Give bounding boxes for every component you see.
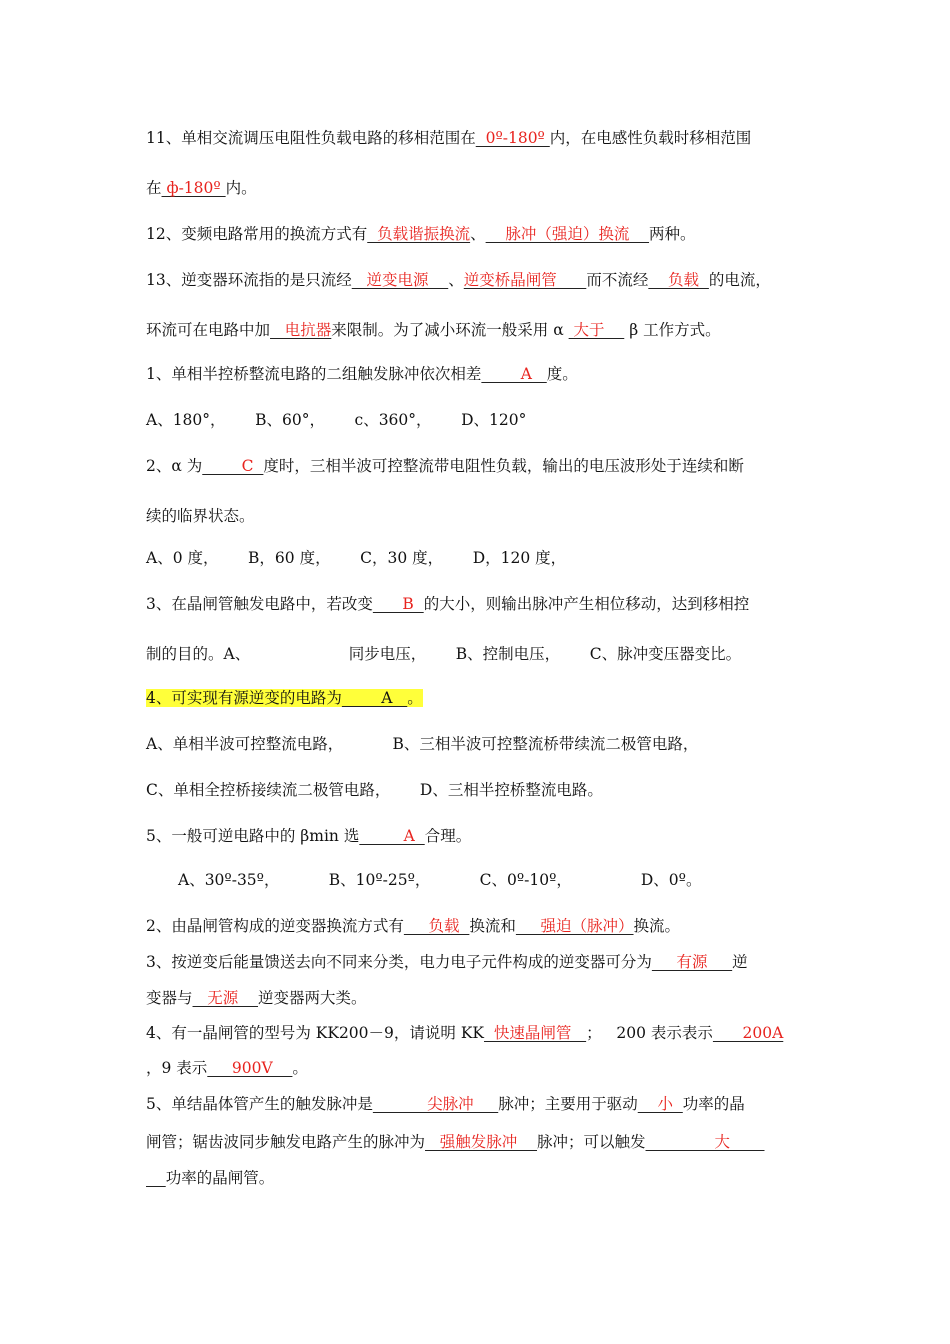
text-segment: 2、α 为 xyxy=(146,457,203,475)
text-line xyxy=(146,780,603,800)
text-segment: 3、在晶闸管触发电路中，若改变 xyxy=(146,595,373,613)
text-line xyxy=(146,270,771,290)
text-segment: 5、一般可逆电路中的 βmin 选 xyxy=(146,827,360,845)
highlighted-text xyxy=(146,689,423,707)
answer-blank: 负载谐振换流 xyxy=(367,225,471,243)
text-segment: 11、单相交流调压电阻性负载电路的移相范围在 xyxy=(146,129,476,147)
text-segment: 功率的晶 xyxy=(682,1095,745,1113)
text-line xyxy=(146,320,721,340)
answer-blank: 负载 xyxy=(648,271,709,289)
text-segment: 度时，三相半波可控整流带电阻性负载，输出的电压波形处于连续和断 xyxy=(263,457,744,475)
text-segment: 脉冲；可以触发 xyxy=(537,1133,646,1151)
text-segment: A、180°， B、60°， c、360°， D、120° xyxy=(146,411,527,429)
text-segment: 内。 xyxy=(225,179,257,197)
text-line xyxy=(146,1023,783,1043)
answer-blank: ф-180º xyxy=(161,179,226,197)
text-line xyxy=(146,988,367,1008)
text-segment: 脉冲；主要用于驱动 xyxy=(498,1095,638,1113)
text-segment: A、30º-35º， B、10º-25º， C、0º-10º， D、0º。 xyxy=(178,871,702,889)
text-segment: 逆 xyxy=(732,953,748,971)
text-line xyxy=(146,688,423,708)
text-segment: 的大小，则输出脉冲产生相位移动，达到移相控 xyxy=(423,595,750,613)
text-segment: C、单相全控桥接续流二极管电路， D、三相半控桥整流电路。 xyxy=(146,781,603,799)
underlined-blank: A xyxy=(341,689,408,707)
text-line xyxy=(146,128,751,148)
text-segment: 、 xyxy=(448,271,464,289)
text-segment: 续的临界状态。 xyxy=(146,507,255,525)
text-line xyxy=(146,410,526,430)
answer-blank: 快速晶闸管 xyxy=(483,1024,587,1042)
text-line xyxy=(146,178,257,198)
text-line xyxy=(178,870,701,890)
answer-blank: 0º-180º xyxy=(475,129,550,147)
text-segment: 4、可实现有源逆变的电路为 xyxy=(146,689,342,707)
text-segment: 变器与 xyxy=(146,989,193,1007)
answer-blank: B xyxy=(372,595,424,613)
text-segment: 内，在电感性负载时移相范围 xyxy=(549,129,752,147)
text-line xyxy=(146,1168,274,1188)
text-segment: 3、按逆变后能量馈送去向不同来分类，电力电子元件构成的逆变器可分为 xyxy=(146,953,652,971)
text-line xyxy=(146,916,680,936)
text-segment: 度。 xyxy=(546,365,578,383)
answer-blank: 900V xyxy=(207,1059,293,1077)
text-line xyxy=(146,594,749,614)
text-segment: 而不流经 xyxy=(586,271,649,289)
answer-blank: 负载 xyxy=(403,917,470,935)
text-segment: 13、逆变器环流指的是只流经 xyxy=(146,271,352,289)
text-segment: 环流可在电路中加 xyxy=(146,321,271,339)
answer-blank: A xyxy=(481,365,547,383)
text-segment: 在 xyxy=(146,179,162,197)
answer-blank: 小 xyxy=(637,1095,683,1113)
text-segment: 2、由晶闸管构成的逆变器换流方式有 xyxy=(146,917,404,935)
text-line xyxy=(146,1094,745,1114)
answer-blank: 有源 xyxy=(651,953,733,971)
answer-blank: 脉冲（强迫）换流 xyxy=(485,225,650,243)
text-line xyxy=(146,644,741,664)
text-segment: A、单相半波可控整流电路， B、三相半波可控整流桥带续流二极管电路， xyxy=(146,735,699,753)
text-segment: 4、有一晶闸管的型号为 KK200－9，请说明 KK xyxy=(146,1024,484,1042)
text-line xyxy=(146,364,578,384)
answer-blank: 强触发脉冲 xyxy=(425,1133,538,1151)
text-segment: β 工作方式。 xyxy=(624,321,721,339)
answer-blank: 200A xyxy=(712,1024,784,1042)
answer-blank: 大于 xyxy=(568,321,625,339)
answer-blank: 强迫（脉冲） xyxy=(515,917,634,935)
answer-blank: 无源 xyxy=(192,989,259,1007)
text-segment: 逆变器两大类。 xyxy=(258,989,367,1007)
text-segment: 换流和 xyxy=(469,917,516,935)
text-segment: 。 xyxy=(292,1059,308,1077)
underlined-blank xyxy=(146,1169,166,1187)
answer-blank: 电抗器 xyxy=(270,321,332,339)
answer-blank: 逆变桥晶闸管 xyxy=(463,271,587,289)
text-segment: 1、单相半控桥整流电路的二组触发脉冲依次相差 xyxy=(146,365,482,383)
text-segment: 制的目的。A、 同步电压， B、控制电压， C、脉冲变压器变比。 xyxy=(146,645,742,663)
text-segment: 功率的晶闸管。 xyxy=(165,1169,275,1187)
answer-blank: A xyxy=(359,827,425,845)
answer-blank: 尖脉冲 xyxy=(372,1095,499,1113)
text-line xyxy=(146,1132,765,1152)
text-line xyxy=(146,734,698,754)
text-line xyxy=(146,456,744,476)
text-segment: 5、单结晶体管产生的触发脉冲是 xyxy=(146,1095,373,1113)
text-segment: ，9 表示 xyxy=(146,1059,208,1077)
text-line xyxy=(146,952,748,972)
text-segment: 闸管；锯齿波同步触发电路产生的脉冲为 xyxy=(146,1133,426,1151)
text-segment: 来限制。为了减小环流一般采用 α xyxy=(331,321,569,339)
answer-blank: 大 xyxy=(645,1133,765,1151)
text-segment: 合理。 xyxy=(424,827,472,845)
text-segment: 换流。 xyxy=(633,917,681,935)
text-segment: 、 xyxy=(470,225,486,243)
answer-blank: C xyxy=(202,457,264,475)
text-segment: A、0 度， B，60 度， C，30 度， D，120 度， xyxy=(146,549,567,567)
text-segment: ； 200 表示表示 xyxy=(586,1024,713,1042)
text-line xyxy=(146,224,696,244)
text-segment: 。 xyxy=(407,689,423,707)
text-segment: 的电流， xyxy=(708,271,771,289)
text-segment: 12、变频电路常用的换流方式有 xyxy=(146,225,368,243)
answer-blank: 逆变电源 xyxy=(351,271,449,289)
text-segment: 两种。 xyxy=(649,225,696,243)
text-line xyxy=(146,506,255,526)
text-line xyxy=(146,826,471,846)
text-line xyxy=(146,1058,308,1078)
text-line xyxy=(146,548,566,568)
